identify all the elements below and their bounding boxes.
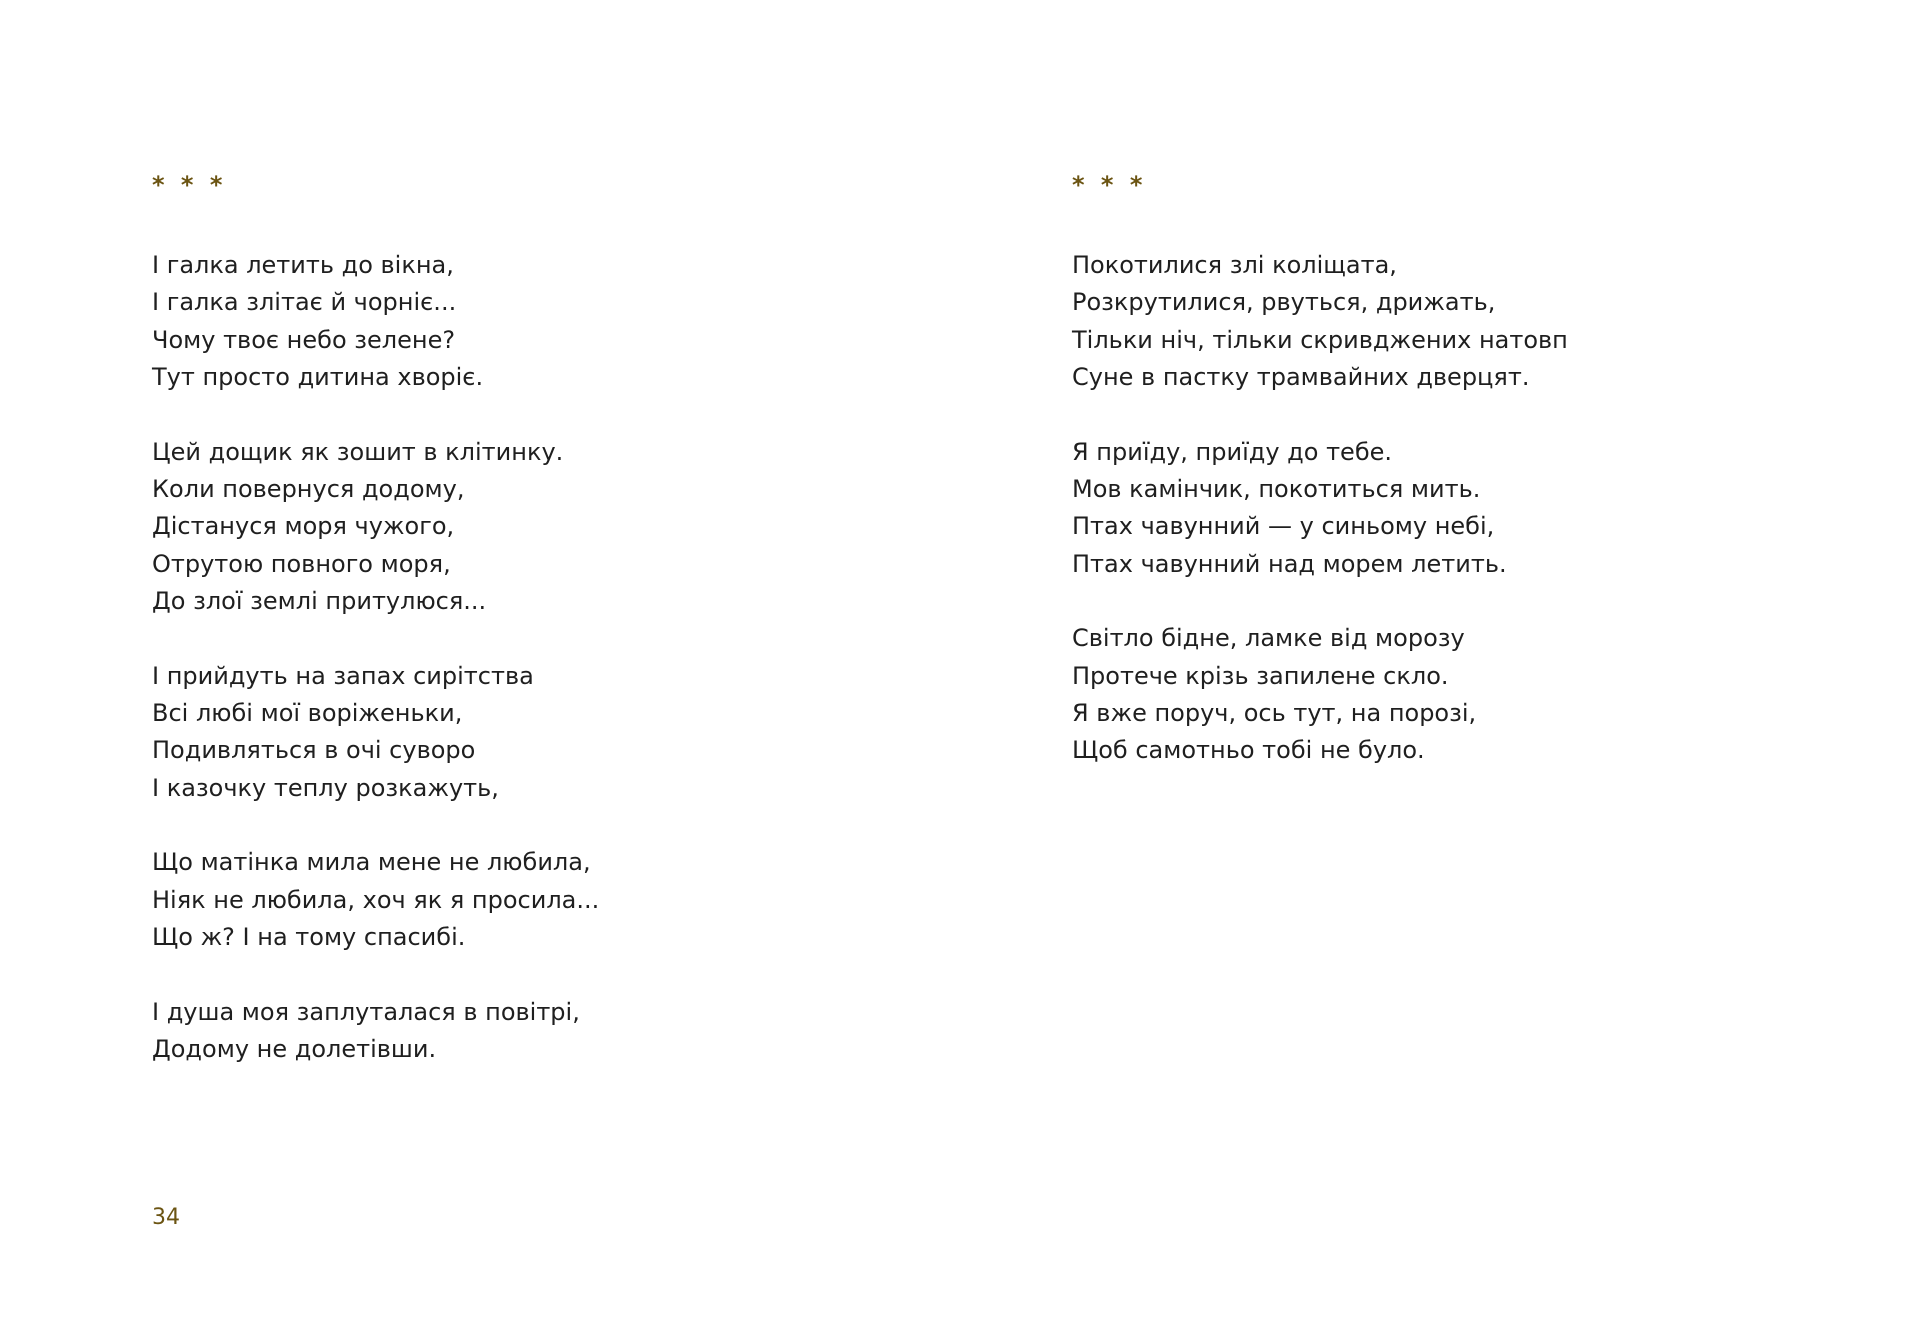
poem-line: І галка злітає й чорніє... xyxy=(152,288,457,317)
poem-line: Світло бідне, ламке від морозу xyxy=(1072,624,1465,653)
poem-line: Коли повернуся додому, xyxy=(152,475,465,504)
poem-line: Мов камінчик, покотиться мить. xyxy=(1072,475,1481,504)
poem-line: Що ж? І на тому спасибі. xyxy=(152,923,466,952)
poem-line: Птах чавунний — у синьому небі, xyxy=(1072,512,1495,541)
poem-line: Отрутою повного моря, xyxy=(152,549,451,578)
poem-line: Я вже поруч, ось тут, на порозі, xyxy=(1072,699,1477,728)
stanza xyxy=(152,247,599,397)
page-number: 34 xyxy=(152,1205,180,1230)
poem-separator: * * * xyxy=(1072,171,1147,199)
poem-line: Подивляться в очі суворо xyxy=(152,736,476,765)
poem-line: Я приїду, приїду до тебе. xyxy=(1072,437,1393,466)
poem-line: Дістануся моря чужого, xyxy=(152,512,455,541)
right-page xyxy=(960,0,1920,1328)
poem-line: Ніяк не любила, хоч як я просила... xyxy=(152,885,600,914)
poem-line: Тільки ніч, тільки скривджених натовп xyxy=(1072,325,1568,354)
poem-line: І галка летить до вікна, xyxy=(152,251,454,279)
poem-line: Додому не долетівши. xyxy=(152,1034,437,1063)
stanza xyxy=(152,844,599,956)
stanza xyxy=(152,658,599,808)
stanza xyxy=(1072,247,1568,397)
stanza xyxy=(1072,620,1568,770)
poem-line: Розкрутилися, рвуться, дрижать, xyxy=(1072,288,1496,317)
poem-separator: * * * xyxy=(152,171,227,199)
poem-line: Птах чавунний над морем летить. xyxy=(1072,549,1507,578)
poem-line: Всі любі мої воріженьки, xyxy=(152,699,463,728)
poem-line: До злої землі притулюся... xyxy=(152,587,487,616)
stanza xyxy=(152,434,599,621)
poem-line: Чому твоє небо зелене? xyxy=(152,325,456,354)
poem-line: І душа моя заплуталася в повітрі, xyxy=(152,997,580,1026)
poem-line: Щоб самотньо тобі не було. xyxy=(1072,736,1425,765)
stanza xyxy=(1072,434,1568,584)
poem-line: Покотилися злі коліщата, xyxy=(1072,251,1397,279)
poem-line: Суне в пастку трамвайних дверцят. xyxy=(1072,363,1530,392)
poem-line: І прийдуть на запах сирітства xyxy=(152,661,534,690)
poem-right xyxy=(1072,170,1568,807)
poem-line: Що матінка мила мене не любила, xyxy=(152,848,591,877)
stanza xyxy=(152,994,599,1069)
poem-line: І казочку теплу розкажуть, xyxy=(152,773,499,802)
poem-left xyxy=(152,170,599,1105)
poem-line: Протече крізь запилене скло. xyxy=(1072,661,1449,690)
poem-line: Цей дощик як зошит в клітинку. xyxy=(152,437,564,466)
poem-line: Тут просто дитина хворіє. xyxy=(152,363,484,392)
